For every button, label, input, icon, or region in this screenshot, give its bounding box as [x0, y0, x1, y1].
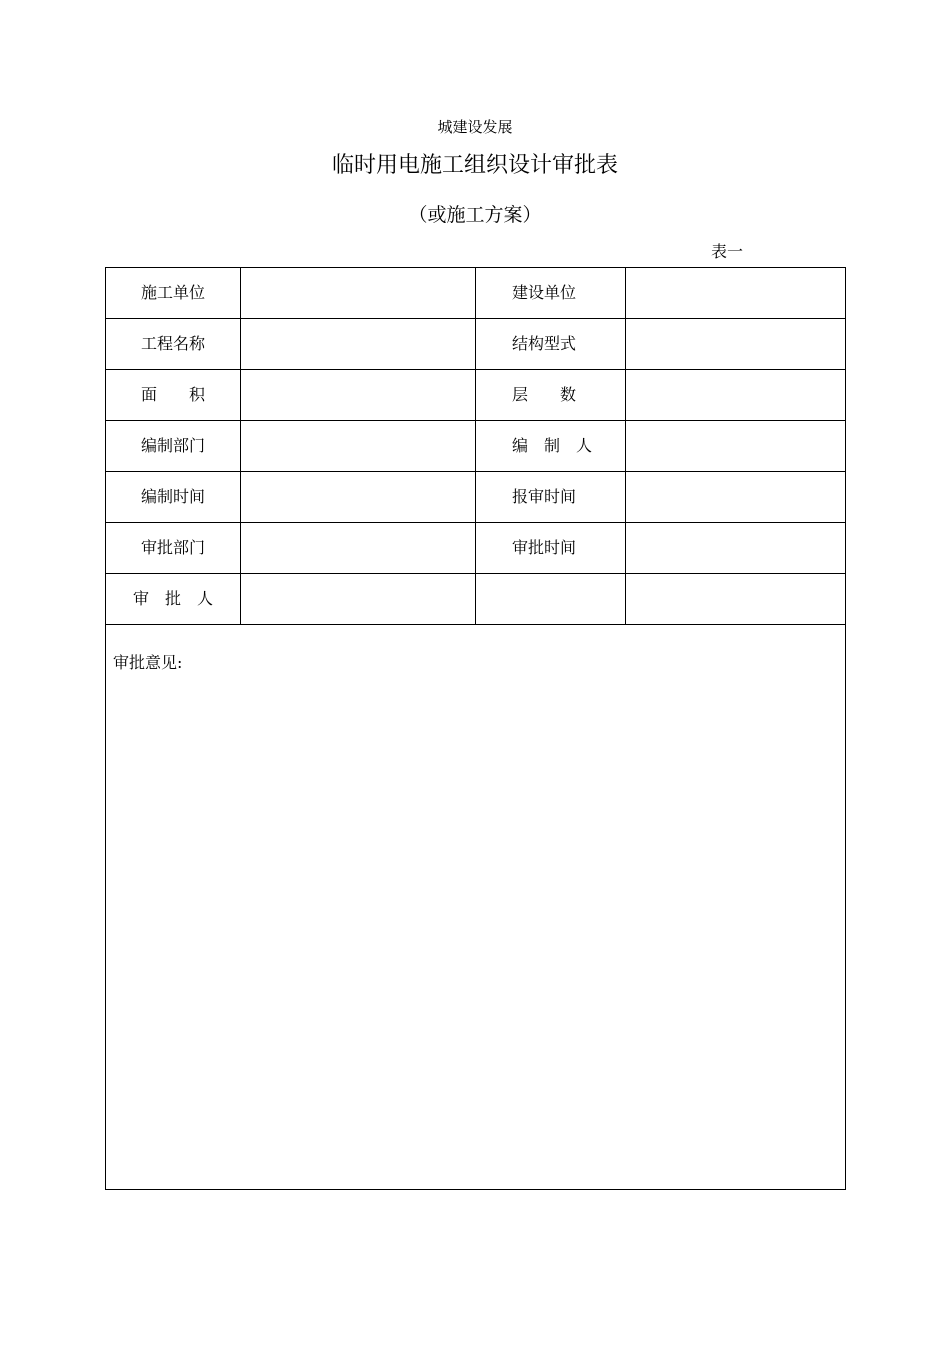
form-row-prepared-time — [106, 472, 846, 523]
project-name-label: 工程名称 — [106, 319, 241, 370]
submit-time-field[interactable] — [626, 472, 846, 523]
preparer-label: 编 制 人 — [476, 421, 626, 472]
floors-label: 层 数 — [476, 370, 626, 421]
project-name-field[interactable] — [241, 319, 476, 370]
approver-field[interactable] — [241, 574, 476, 625]
approval-time-field[interactable] — [626, 523, 846, 574]
form-row-prepared-dept — [106, 421, 846, 472]
structure-type-field[interactable] — [626, 319, 846, 370]
form-row-construction-unit — [106, 268, 846, 319]
construction-unit-field[interactable] — [241, 268, 476, 319]
developer-unit-label: 建设单位 — [476, 268, 626, 319]
organization-name: 城建设发展 — [437, 118, 513, 136]
prepared-time-field[interactable] — [241, 472, 476, 523]
floors-field[interactable] — [626, 370, 846, 421]
prepared-dept-label: 编制部门 — [106, 421, 241, 472]
form-row-approval-dept — [106, 523, 846, 574]
form-row-project-name — [106, 319, 846, 370]
area-label: 面 积 — [106, 370, 241, 421]
prepared-time-label: 编制时间 — [106, 472, 241, 523]
approval-dept-label: 审批部门 — [106, 523, 241, 574]
area-field[interactable] — [241, 370, 476, 421]
form-row-area — [106, 370, 846, 421]
blank-field-cell[interactable] — [626, 574, 846, 625]
form-row-opinion — [106, 625, 846, 1190]
form-subtitle: （或施工方案） — [408, 204, 542, 226]
approval-time-label: 审批时间 — [476, 523, 626, 574]
form-title: 临时用电施工组织设计审批表 — [331, 153, 618, 178]
approver-label: 审 批 人 — [106, 574, 241, 625]
approval-form-table — [105, 267, 846, 1190]
preparer-field[interactable] — [626, 421, 846, 472]
form-row-approver — [106, 574, 846, 625]
table-number: 表一 — [711, 242, 744, 261]
approval-opinion-area[interactable] — [106, 625, 846, 1190]
submit-time-label: 报审时间 — [476, 472, 626, 523]
construction-unit-label: 施工单位 — [106, 268, 241, 319]
blank-label-cell — [476, 574, 626, 625]
structure-type-label: 结构型式 — [476, 319, 626, 370]
approval-dept-field[interactable] — [241, 523, 476, 574]
approval-opinion-label: 审批意见: — [113, 653, 183, 672]
developer-unit-field[interactable] — [626, 268, 846, 319]
prepared-dept-field[interactable] — [241, 421, 476, 472]
